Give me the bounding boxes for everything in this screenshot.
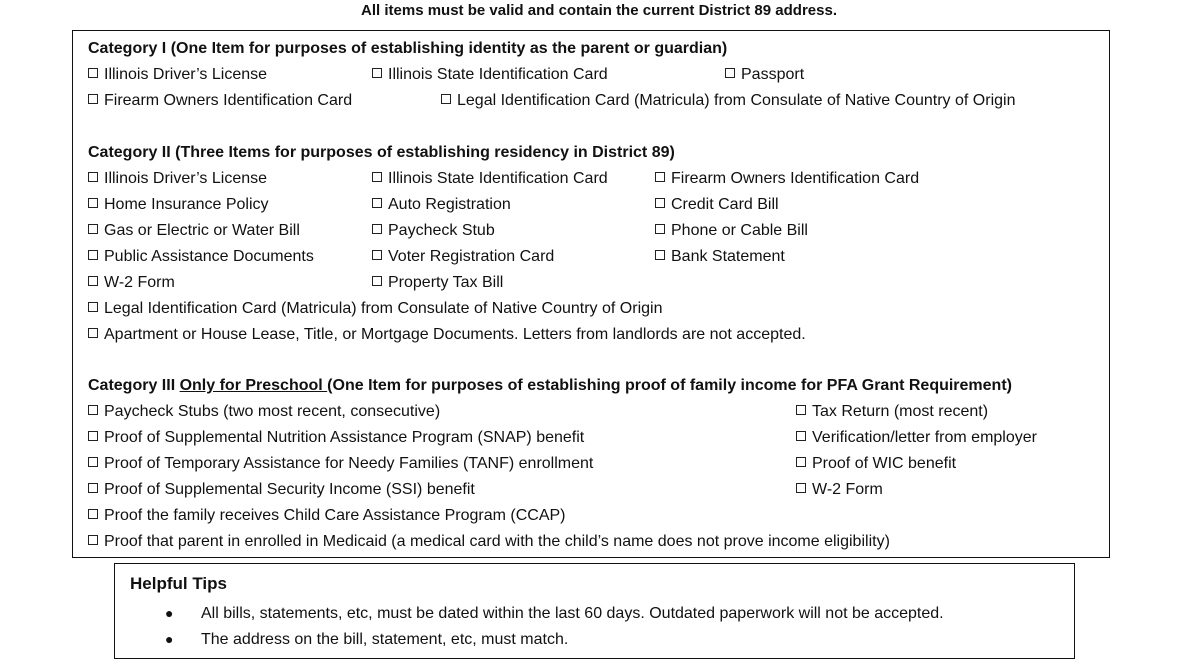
- checkbox-icon[interactable]: [88, 535, 98, 545]
- checklist-item[interactable]: [88, 451, 593, 477]
- category-3-row-5: [88, 503, 1109, 529]
- tip-text: The address on the bill, statement, etc, must match.: [201, 631, 569, 648]
- item-label: Proof of Temporary Assistance for Needy Families (TANF) enrollment: [104, 455, 594, 472]
- checklist-item[interactable]: [655, 244, 785, 270]
- category-2-row-7: [88, 322, 1109, 348]
- checklist-item[interactable]: [725, 62, 804, 88]
- checkbox-icon[interactable]: [88, 483, 98, 493]
- checklist-item[interactable]: [796, 399, 988, 425]
- checklist-item[interactable]: [88, 244, 314, 270]
- checklist-item[interactable]: [88, 62, 267, 88]
- checkbox-icon[interactable]: [372, 250, 382, 260]
- item-label: Illinois Driver’s License: [104, 170, 268, 187]
- checkbox-icon[interactable]: [88, 302, 98, 312]
- checkbox-icon[interactable]: [88, 224, 98, 234]
- checklist-item[interactable]: [88, 192, 269, 218]
- checklist-item[interactable]: [88, 425, 584, 451]
- item-label: Phone or Cable Bill: [671, 222, 808, 239]
- checklist-item[interactable]: [88, 296, 662, 322]
- checklist-item[interactable]: [372, 62, 608, 88]
- item-label: Illinois State Identification Card: [388, 66, 608, 83]
- category-3-row-2: [88, 425, 1109, 451]
- item-label: Proof of Supplemental Nutrition Assistance Program (SNAP) benefit: [104, 429, 585, 446]
- checkbox-icon[interactable]: [796, 457, 806, 467]
- item-label: Legal Identification Card (Matricula) from Consulate of Native Country of Origin: [457, 92, 1016, 109]
- item-label: Apartment or House Lease, Title, or Mortgage Documents. Letters from landlords are not accepted.: [104, 326, 806, 343]
- category-3-row-6: [88, 529, 1109, 555]
- checkbox-icon[interactable]: [725, 68, 735, 78]
- checkbox-icon[interactable]: [88, 276, 98, 286]
- checkbox-icon[interactable]: [88, 328, 98, 338]
- checklist-item[interactable]: [88, 399, 440, 425]
- checklist-item[interactable]: [88, 529, 890, 555]
- checkbox-icon[interactable]: [372, 172, 382, 182]
- checklist-item[interactable]: [88, 322, 806, 348]
- tip-text: All bills, statements, etc, must be dated within the last 60 days. Outdated paperwork will not be accepted.: [201, 605, 944, 622]
- item-label: Passport: [741, 66, 805, 83]
- checkbox-icon[interactable]: [796, 431, 806, 441]
- item-label: Property Tax Bill: [388, 274, 504, 291]
- item-label: Gas or Electric or Water Bill: [104, 222, 300, 239]
- checkbox-icon[interactable]: [441, 94, 451, 104]
- checklist-item[interactable]: [372, 192, 511, 218]
- category-2-row-1: [88, 166, 1109, 192]
- checkbox-icon[interactable]: [88, 405, 98, 415]
- checkbox-icon[interactable]: [655, 172, 665, 182]
- checklist-item[interactable]: [372, 166, 608, 192]
- category-2-row-6: [88, 296, 1109, 322]
- checklist-item[interactable]: [655, 166, 919, 192]
- checklist-item[interactable]: [88, 477, 475, 503]
- checkbox-icon[interactable]: [88, 172, 98, 182]
- item-label: Illinois Driver’s License: [104, 66, 268, 83]
- item-label: Credit Card Bill: [671, 196, 779, 213]
- checkbox-icon[interactable]: [88, 68, 98, 78]
- item-label: Paycheck Stub: [388, 222, 495, 239]
- checkbox-icon[interactable]: [88, 457, 98, 467]
- item-label: Firearm Owners Identification Card: [671, 170, 920, 187]
- item-label: W-2 Form: [104, 274, 175, 291]
- item-label: Tax Return (most recent): [812, 403, 989, 420]
- checkbox-icon[interactable]: [796, 405, 806, 415]
- checkbox-icon[interactable]: [372, 224, 382, 234]
- page-header: All items must be valid and contain the current District 89 address.: [361, 2, 837, 19]
- category-3-row-4: [88, 477, 1109, 503]
- checkbox-icon[interactable]: [372, 276, 382, 286]
- checkbox-icon[interactable]: [88, 94, 98, 104]
- item-label: Proof of Supplemental Security Income (SSI) benefit: [104, 481, 475, 498]
- category-1-row-1: [88, 62, 1109, 88]
- item-label: Proof the family receives Child Care Assistance Program (CCAP): [104, 507, 566, 524]
- category-3-heading-preschool-note: Only for Preschool: [179, 377, 328, 394]
- helpful-tips-title: Helpful Tips: [130, 574, 227, 593]
- checklist-item[interactable]: [796, 451, 956, 477]
- item-label: Public Assistance Documents: [104, 248, 314, 265]
- checkbox-icon[interactable]: [655, 250, 665, 260]
- checklist-item[interactable]: [372, 244, 554, 270]
- checklist-item[interactable]: [655, 192, 779, 218]
- category-2-row-3: [88, 218, 1109, 244]
- checkbox-icon[interactable]: [796, 483, 806, 493]
- category-3-heading: [88, 373, 1109, 399]
- checklist-item[interactable]: [655, 218, 808, 244]
- item-label: Voter Registration Card: [388, 248, 555, 265]
- category-2-row-2: [88, 192, 1109, 218]
- item-label: Verification/letter from employer: [812, 429, 1037, 446]
- category-2-row-4: [88, 244, 1109, 270]
- category-1-heading: Category I (One Item for purposes of establishing identity as the parent or guardian): [88, 40, 728, 57]
- category-1-row-2: [88, 88, 1109, 114]
- item-label: Legal Identification Card (Matricula) from Consulate of Native Country of Origin: [104, 300, 663, 317]
- helpful-tips-box: [114, 563, 1075, 659]
- checklist-item[interactable]: [372, 270, 503, 296]
- category-3-row-3: [88, 451, 1109, 477]
- category-3-heading-suffix: (One Item for purposes of establishing proof of family income for PFA Grant Requirement): [327, 377, 1012, 394]
- item-label: Proof of WIC benefit: [812, 455, 957, 472]
- checkbox-icon[interactable]: [655, 198, 665, 208]
- checkbox-icon[interactable]: [88, 198, 98, 208]
- item-label: Illinois State Identification Card: [388, 170, 608, 187]
- checklist-item[interactable]: [88, 218, 300, 244]
- bullet-icon: ●: [165, 631, 174, 647]
- checklist-item[interactable]: [88, 88, 352, 114]
- item-label: Home Insurance Policy: [104, 196, 269, 213]
- category-2-row-5: [88, 270, 1109, 296]
- category-2-heading: Category II (Three Items for purposes of establishing residency in District 89): [88, 144, 675, 161]
- checklist-item[interactable]: [88, 166, 267, 192]
- categories-box: [72, 30, 1110, 558]
- checklist-item[interactable]: [796, 477, 883, 503]
- category-3-heading-prefix: Category III: [88, 377, 180, 394]
- checkbox-icon[interactable]: [88, 509, 98, 519]
- checkbox-icon[interactable]: [655, 224, 665, 234]
- checklist-item[interactable]: [441, 88, 1015, 114]
- item-label: Paycheck Stubs (two most recent, consecutive): [104, 403, 441, 420]
- checkbox-icon[interactable]: [372, 68, 382, 78]
- item-label: W-2 Form: [812, 481, 883, 498]
- checklist-item[interactable]: [88, 270, 175, 296]
- item-label: Auto Registration: [388, 196, 511, 213]
- checkbox-icon[interactable]: [372, 198, 382, 208]
- category-3-row-1: [88, 399, 1109, 425]
- tip-item: [165, 627, 568, 651]
- checklist-item[interactable]: [88, 503, 566, 529]
- checklist-item[interactable]: [372, 218, 495, 244]
- bullet-icon: ●: [165, 605, 174, 621]
- item-label: Bank Statement: [671, 248, 785, 265]
- checklist-item[interactable]: [796, 425, 1037, 451]
- item-label: Proof that parent in enrolled in Medicaid (a medical card with the child’s name does not prove income eligibility): [104, 533, 890, 550]
- checkbox-icon[interactable]: [88, 431, 98, 441]
- item-label: Firearm Owners Identification Card: [104, 92, 353, 109]
- tip-item: [165, 601, 944, 625]
- checkbox-icon[interactable]: [88, 250, 98, 260]
